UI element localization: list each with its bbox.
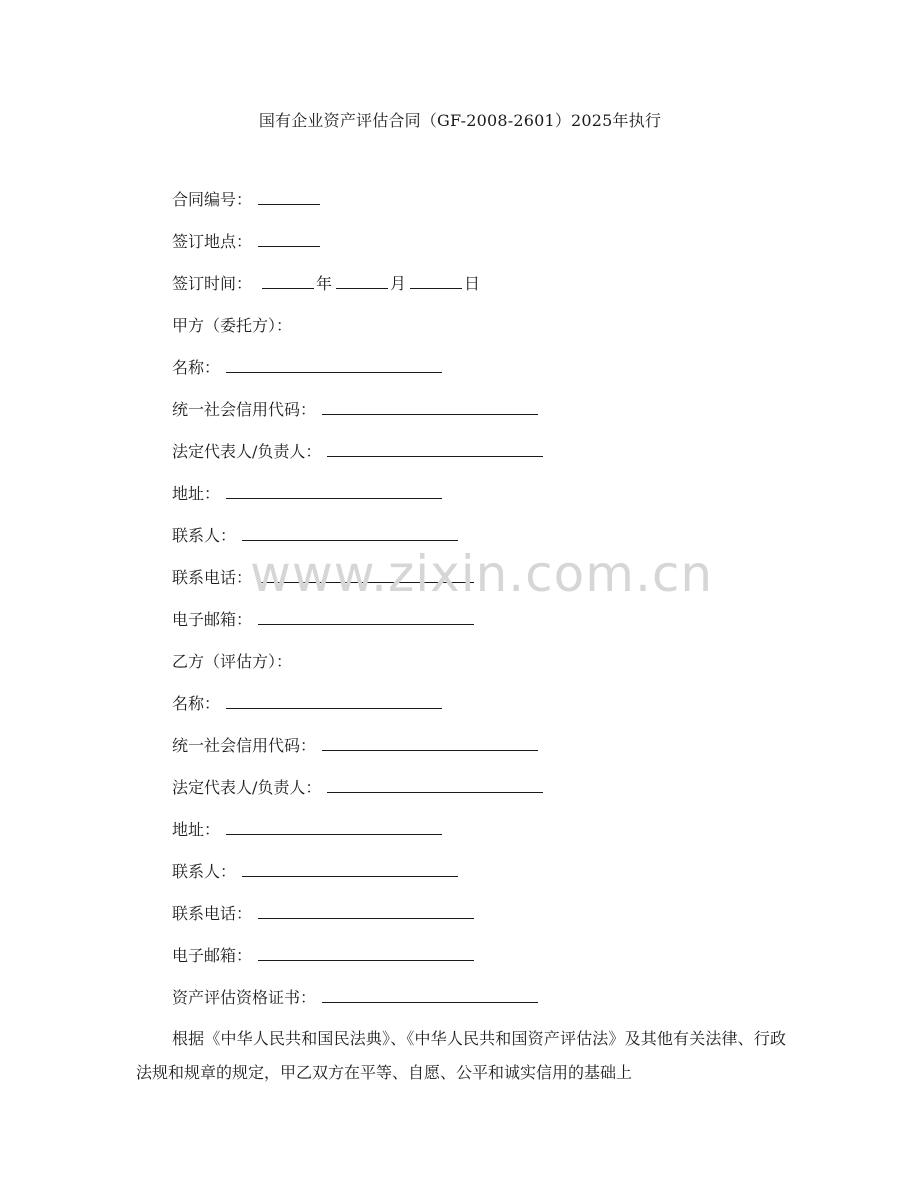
party-a-phone-blank bbox=[258, 566, 474, 583]
year-label: 年 bbox=[316, 274, 333, 293]
party-b-legal-rep-label: 法定代表人/负责人： bbox=[172, 778, 322, 797]
party-a-phone-line bbox=[172, 566, 474, 590]
party-b-contact-line bbox=[172, 860, 458, 884]
party-b-certificate-line bbox=[172, 986, 538, 1010]
party-a-credit-code-blank bbox=[322, 398, 538, 415]
party-b-certificate-label: 资产评估资格证书： bbox=[172, 988, 317, 1007]
party-a-contact-label: 联系人： bbox=[172, 526, 237, 545]
document-title: 国有企业资产评估合同（GF-2008-2601）2025年执行 bbox=[258, 111, 662, 130]
day-blank bbox=[410, 272, 462, 289]
watermark-text: www.zixin.com.cn bbox=[250, 545, 714, 603]
party-b-email-line bbox=[172, 944, 474, 968]
party-a-name-label: 名称： bbox=[172, 358, 221, 377]
party-b-address-blank bbox=[226, 818, 442, 835]
sign-place-blank bbox=[258, 230, 320, 247]
party-b-header: 乙方（评估方）： bbox=[172, 652, 293, 671]
party-a-email-label: 电子邮箱： bbox=[172, 610, 253, 629]
party-a-contact-blank bbox=[242, 524, 458, 541]
party-b-name-label: 名称： bbox=[172, 694, 221, 713]
party-a-legal-rep-blank bbox=[327, 440, 543, 457]
year-blank bbox=[262, 272, 314, 289]
sign-time-line bbox=[172, 272, 480, 296]
party-b-legal-rep-line bbox=[172, 776, 543, 800]
party-b-credit-code-blank bbox=[322, 734, 538, 751]
month-label: 月 bbox=[390, 274, 407, 293]
party-a-legal-rep-label: 法定代表人/负责人： bbox=[172, 442, 322, 461]
party-a-email-blank bbox=[258, 608, 474, 625]
party-b-name-line bbox=[172, 692, 442, 716]
party-a-name-line bbox=[172, 356, 442, 380]
party-b-phone-label: 联系电话： bbox=[172, 904, 253, 923]
party-b-email-blank bbox=[258, 944, 474, 961]
party-b-certificate-blank bbox=[322, 986, 538, 1003]
party-a-email-line bbox=[172, 608, 474, 632]
sign-place-line bbox=[172, 230, 320, 254]
intro-paragraph: 根据《中华人民共和国民法典》、《中华人民共和国资产评估法》及其他有关法律、行政法规和规章的规定，甲乙双方在平等、自愿、公平和诚实信用的基础上 bbox=[136, 1029, 786, 1082]
month-blank bbox=[336, 272, 388, 289]
party-b-contact-blank bbox=[242, 860, 458, 877]
party-a-contact-line bbox=[172, 524, 458, 548]
day-label: 日 bbox=[464, 274, 481, 293]
party-a-address-label: 地址： bbox=[172, 484, 221, 503]
party-a-legal-rep-line bbox=[172, 440, 543, 464]
contract-number-blank bbox=[258, 188, 320, 205]
party-b-phone-line bbox=[172, 902, 474, 926]
sign-time-label: 签订时间： bbox=[172, 274, 253, 293]
party-a-credit-code-line bbox=[172, 398, 538, 422]
contract-number-line bbox=[172, 188, 320, 212]
party-b-name-blank bbox=[226, 692, 442, 709]
party-a-credit-code-label: 统一社会信用代码： bbox=[172, 400, 317, 419]
party-a-name-blank bbox=[226, 356, 442, 373]
party-b-contact-label: 联系人： bbox=[172, 862, 237, 881]
party-b-email-label: 电子邮箱： bbox=[172, 946, 253, 965]
party-a-phone-label: 联系电话： bbox=[172, 568, 253, 587]
party-a-address-blank bbox=[226, 482, 442, 499]
party-b-address-label: 地址： bbox=[172, 820, 221, 839]
party-a-address-line bbox=[172, 482, 442, 506]
party-a-header: 甲方（委托方）： bbox=[172, 316, 293, 335]
sign-place-label: 签订地点： bbox=[172, 232, 253, 251]
party-b-legal-rep-blank bbox=[327, 776, 543, 793]
party-b-address-line bbox=[172, 818, 442, 842]
contract-number-label: 合同编号： bbox=[172, 190, 253, 209]
party-b-credit-code-line bbox=[172, 734, 538, 758]
party-b-credit-code-label: 统一社会信用代码： bbox=[172, 736, 317, 755]
party-b-phone-blank bbox=[258, 902, 474, 919]
